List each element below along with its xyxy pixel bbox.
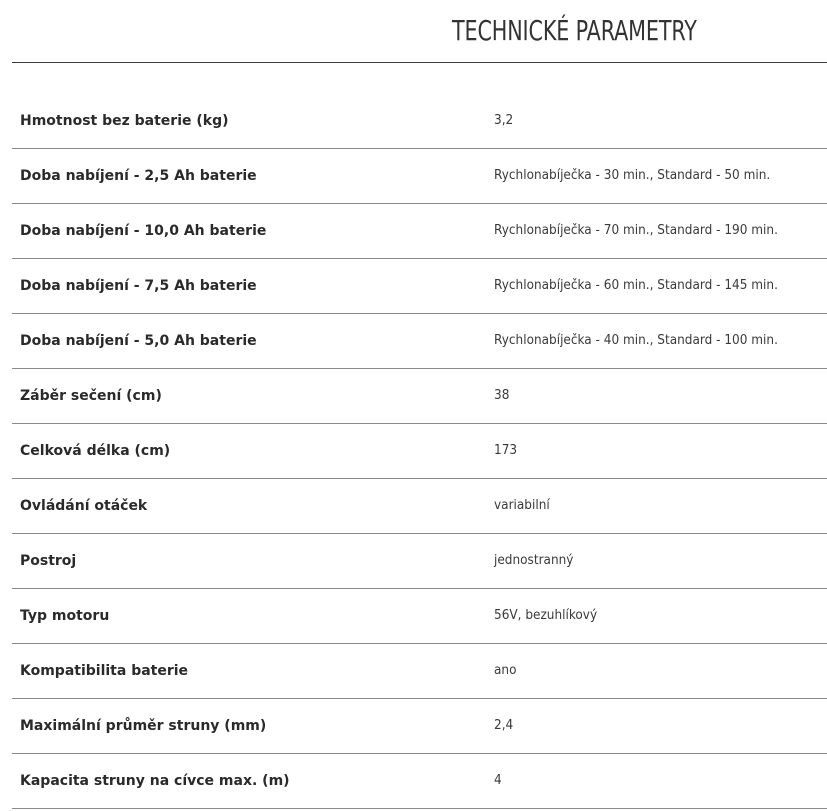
table-row bbox=[12, 754, 827, 809]
table-row bbox=[12, 479, 827, 534]
spec-value: Rychlonabíječka - 60 min., Standard - 145 min. bbox=[494, 278, 778, 293]
spec-value: Rychlonabíječka - 70 min., Standard - 190 min. bbox=[494, 223, 778, 238]
spec-value: 3,2 bbox=[494, 113, 514, 128]
spec-label: Doba nabíjení - 5,0 Ah baterie bbox=[20, 333, 257, 349]
spec-value: 2,4 bbox=[494, 718, 514, 733]
spec-label: Kapacita struny na cívce max. (m) bbox=[20, 773, 290, 789]
spec-value: 4 bbox=[494, 773, 502, 788]
spec-value: variabilní bbox=[494, 498, 550, 513]
spec-value: 173 bbox=[494, 443, 518, 458]
spec-value: 56V, bezuhlíkový bbox=[494, 608, 598, 623]
spec-label: Doba nabíjení - 10,0 Ah baterie bbox=[20, 223, 267, 239]
table-row bbox=[12, 644, 827, 699]
spec-value: ano bbox=[494, 663, 517, 678]
spec-label: Doba nabíjení - 2,5 Ah baterie bbox=[20, 168, 257, 184]
table-row bbox=[12, 149, 827, 204]
page-title: TECHNICKÉ PARAMETRY bbox=[452, 14, 697, 47]
spec-label: Maximální průměr struny (mm) bbox=[20, 718, 267, 734]
table-row bbox=[12, 369, 827, 424]
spec-value: Rychlonabíječka - 30 min., Standard - 50 min. bbox=[494, 168, 771, 183]
section-header bbox=[12, 0, 827, 63]
table-row bbox=[12, 314, 827, 369]
table-row bbox=[12, 589, 827, 644]
table-row bbox=[12, 424, 827, 479]
table-row bbox=[12, 204, 827, 259]
spec-value: jednostranný bbox=[494, 553, 574, 568]
spec-label: Typ motoru bbox=[20, 608, 110, 624]
table-row bbox=[12, 699, 827, 754]
specs-table bbox=[12, 94, 827, 809]
spec-label: Záběr sečení (cm) bbox=[20, 388, 162, 404]
spec-label: Celková délka (cm) bbox=[20, 443, 171, 459]
spec-label: Doba nabíjení - 7,5 Ah baterie bbox=[20, 278, 257, 294]
spec-value: 38 bbox=[494, 388, 510, 403]
table-row bbox=[12, 94, 827, 149]
spec-label: Postroj bbox=[20, 553, 77, 569]
spec-label: Ovládání otáček bbox=[20, 498, 148, 514]
table-row bbox=[12, 534, 827, 589]
spec-label: Kompatibilita baterie bbox=[20, 663, 189, 679]
spec-value: Rychlonabíječka - 40 min., Standard - 100 min. bbox=[494, 333, 778, 348]
spec-label: Hmotnost bez baterie (kg) bbox=[20, 113, 229, 129]
table-row bbox=[12, 259, 827, 314]
